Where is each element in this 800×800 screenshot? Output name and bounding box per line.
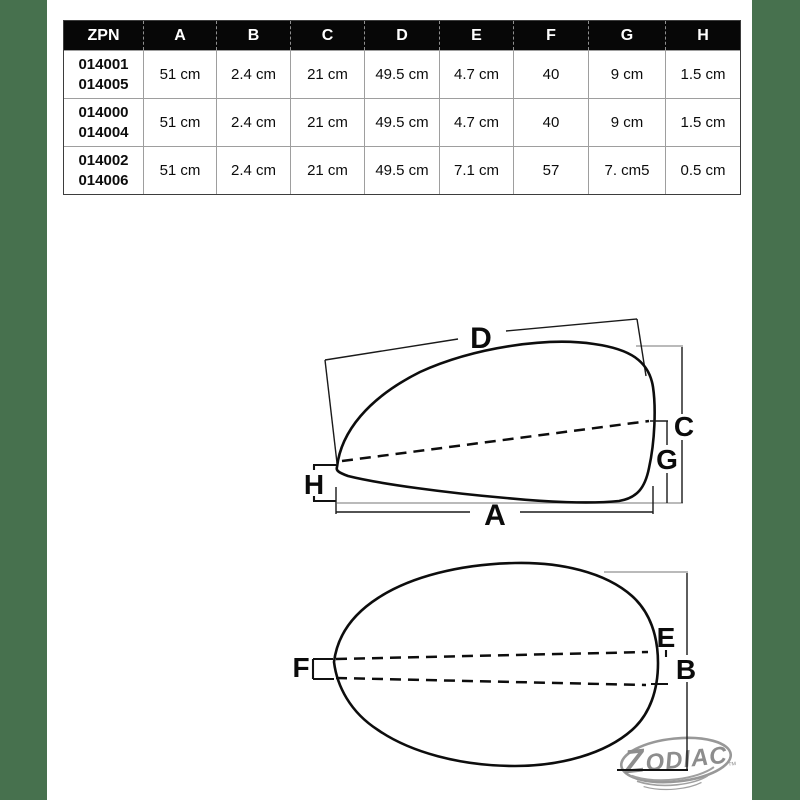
tunnel-dashed-line-lower <box>336 678 646 685</box>
dim-label-e: E <box>656 622 676 653</box>
column-header-b: B <box>216 21 290 50</box>
tunnel-dashed-line <box>342 421 649 461</box>
tank-spec-table <box>63 20 741 195</box>
table-cell: 2.4 cm <box>216 50 290 98</box>
table-cell-zpn <box>64 98 143 146</box>
table-cell: 21 cm <box>290 146 364 194</box>
zpn-number: 014005 <box>78 75 129 93</box>
table-cell: 9 cm <box>588 50 665 98</box>
dim-label-h: H <box>303 469 325 500</box>
tank-side-view-diagram <box>290 308 705 540</box>
trademark-icon: ™ <box>727 759 738 771</box>
column-header-h: H <box>665 21 740 50</box>
table-cell: 51 cm <box>143 50 216 98</box>
table-cell: 4.7 cm <box>439 50 513 98</box>
table-cell: 21 cm <box>290 50 364 98</box>
dim-label-g: G <box>656 444 678 475</box>
dim-label-b: B <box>675 654 697 685</box>
tank-top-outline <box>334 563 658 766</box>
dim-label-f: F <box>292 652 310 683</box>
table-cell: 0.5 cm <box>665 146 740 194</box>
table-cell: 21 cm <box>290 98 364 146</box>
tunnel-dashed-line-upper <box>336 652 648 659</box>
zpn-number: 014006 <box>78 171 129 189</box>
dim-label-d: D <box>470 322 492 355</box>
column-header-a: A <box>143 21 216 50</box>
table-cell: 7.1 cm <box>439 146 513 194</box>
column-header-d: D <box>364 21 439 50</box>
tank-top-view-diagram <box>283 548 745 800</box>
left-green-band <box>0 0 47 800</box>
zpn-number: 014002 <box>78 152 129 169</box>
zodiac-logo <box>619 732 739 795</box>
column-header-f: F <box>513 21 588 50</box>
table-cell-zpn <box>64 50 143 98</box>
dim-label-a: A <box>484 499 506 532</box>
table-cell: 1.5 cm <box>665 98 740 146</box>
table-cell: 9 cm <box>588 98 665 146</box>
dimension-e <box>651 650 668 684</box>
right-green-band <box>752 0 800 800</box>
column-header-c: C <box>290 21 364 50</box>
column-header-zpn: ZPN <box>64 21 143 50</box>
zpn-number: 014000 <box>78 104 129 121</box>
table-cell: 51 cm <box>143 98 216 146</box>
table-cell: 4.7 cm <box>439 98 513 146</box>
column-header-g: G <box>588 21 665 50</box>
table-cell-zpn <box>64 146 143 194</box>
table-cell: 2.4 cm <box>216 146 290 194</box>
table-cell: 40 <box>513 98 588 146</box>
table-cell: 49.5 cm <box>364 50 439 98</box>
table-cell: 57 <box>513 146 588 194</box>
table-cell: 49.5 cm <box>364 146 439 194</box>
table-cell: 51 cm <box>143 146 216 194</box>
tank-side-outline <box>337 342 655 503</box>
table-cell: 1.5 cm <box>665 50 740 98</box>
table-cell: 40 <box>513 50 588 98</box>
zpn-number: 014001 <box>78 56 129 73</box>
zodiac-logo-text: ZODIAC <box>622 741 729 781</box>
table-cell: 2.4 cm <box>216 98 290 146</box>
zpn-number: 014004 <box>78 123 129 141</box>
dim-label-c: C <box>673 411 695 442</box>
table-cell: 49.5 cm <box>364 98 439 146</box>
table-cell: 7. cm5 <box>588 146 665 194</box>
dimension-f <box>313 659 334 679</box>
column-header-e: E <box>439 21 513 50</box>
